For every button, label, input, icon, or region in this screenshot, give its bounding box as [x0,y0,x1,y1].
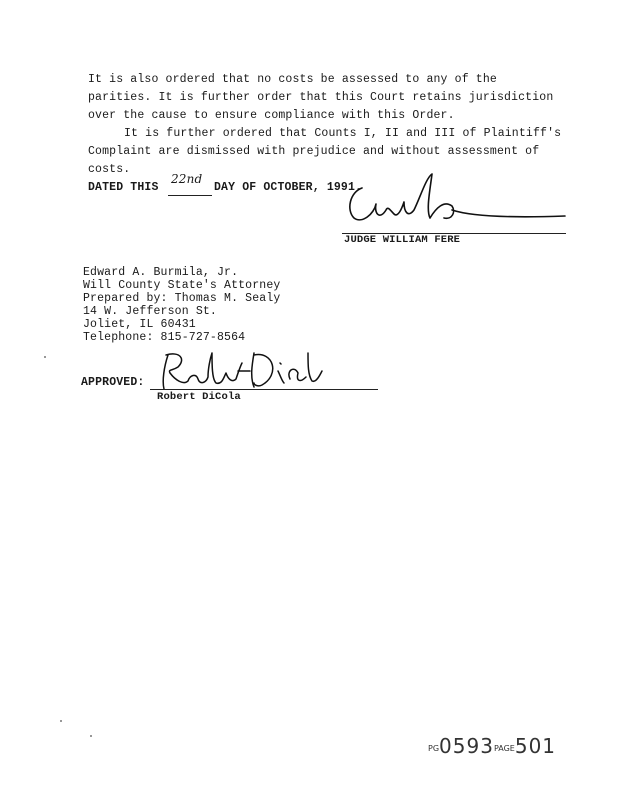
order-paragraph-1-line-2: parities. It is further order that this Court retains jurisdiction [88,91,554,104]
order-paragraph-1-line-1: It is also ordered that no costs be assessed to any of the [88,73,497,86]
scan-speck [60,720,62,722]
preparer-line-1: Edward A. Burmila, Jr. [83,266,239,279]
preparer-line-6: Telephone: 815-727-8564 [83,331,246,344]
recording-stamp: PG0593PAGE501 [428,734,557,758]
preparer-line-5: Joliet, IL 60431 [83,318,196,331]
scan-speck [90,735,92,737]
approver-name: Robert DiCola [157,391,241,403]
approved-label: APPROVED: [81,376,145,389]
approver-signature-scribble [150,345,330,395]
judge-label: JUDGE WILLIAM FERE [344,234,461,246]
dated-prefix: DATED THIS [88,181,159,194]
order-paragraph-2-line-3: costs. [88,163,131,176]
judge-signature-scribble [340,170,575,230]
scan-speck [44,356,46,358]
preparer-line-3: Prepared by: Thomas M. Sealy [83,292,281,305]
order-paragraph-1-line-3: over the cause to ensure compliance with this Order. [88,109,455,122]
handwritten-day: 22nd [171,172,203,186]
order-paragraph-2-line-1: It is further ordered that Counts I, II and III of Plaintiff's [124,127,562,140]
stamp-number: 0593 [439,734,494,758]
stamp-page: 501 [514,734,557,758]
order-paragraph-2-line-2: Complaint are dismissed with prejudice and without assessment of [88,145,540,158]
date-blank-line [168,195,212,196]
dated-suffix: DAY OF OCTOBER, 1991. [214,181,363,194]
preparer-line-2: Will County State's Attorney [83,279,281,292]
preparer-line-4: 14 W. Jefferson St. [83,305,217,318]
